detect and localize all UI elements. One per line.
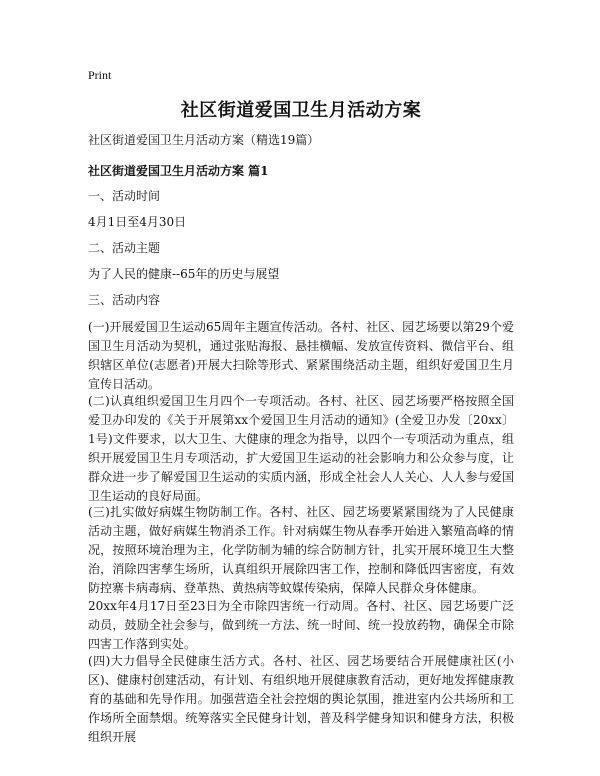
doc-subtitle: 社区街道爱国卫生月活动方案（精选19篇）: [88, 133, 320, 147]
paragraph-1: (一)开展爱国卫生运动65周年主题宣传活动。各村、社区、园艺场要以第29个爱国卫生月活动为契机，通过张贴海报、悬挂横幅、发放宣传资料、微信平台、组织辖区单位(志愿者)开展大扫除等形式、紧紧围绕活动主题，组织好爱国卫生月宣传日活动。: [88, 320, 514, 391]
paragraph-4: 20xx年4月17日至23日为全市除四害统一行动周。各村、社区、园艺场要广泛动员，鼓励全社会参与，做到统一方法、统一时间、统一投放药物，确保全市除四害工作落到实处。: [88, 599, 514, 651]
heading-activity-content: 三、活动内容: [88, 293, 161, 307]
activity-theme-text: 为了人民的健康--65年的历史与展望: [88, 267, 280, 281]
heading-activity-theme: 二、活动主题: [88, 241, 161, 255]
section-heading: 社区街道爱国卫生月活动方案 篇1: [88, 164, 269, 178]
paragraph-2: (二)认真组织爱国卫生月四个一专项活动。各村、社区、园艺场要严格按照全国爱卫办印发的《关于开展第xx个爱国卫生月活动的通知》(全爱卫办发〔20xx〕1号)文件要求，以大卫生、大健康的理念为指导，以四个一专项活动为重点，组织开展爱国卫生月专项活动，扩大爱国卫生运动的社会影响力和公众参与度，让群众进一步了解爱国卫生运动的实质内涵，形成全社会人人关心、人人参与爱国卫生运动的良好局面。: [88, 394, 514, 503]
activity-time-text: 4月1日至4月30日: [88, 215, 187, 229]
paragraph-3: (三)扎实做好病媒生物防制工作。各村、社区、园艺场要紧紧围绕为了人民健康活动主题，做好病媒生物消杀工作。针对病媒生物从春季开始进入繁殖高峰的情况，按照环境治理为主，化学防制为辅的综合防制方针，扎实开展环境卫生大整治，消除四害孳生场所，认真组织开展除四害工作，控制和降低四害密度，有效防控寨卡病毒病、登革热、黄热病等蚊媒传染病，保障人民群众身体健康。: [88, 505, 514, 595]
paragraph-5: (四)大力倡导全民健康生活方式。各村、社区、园艺场要结合开展健康社区(小区)、健康村创建活动，有计划、有组织地开展健康教育活动，更好地发挥健康教育的基础和先导作用。加强营造全社会控烟的舆论氛围，推进室内公共场所和工作场所全面禁烟。统筹落实全民健身计划，普及科学健身知识和健身方法，积极组织开展: [88, 654, 514, 744]
print-link[interactable]: Print: [88, 68, 112, 82]
page-title: 社区街道爱国卫生月活动方案: [180, 100, 422, 121]
heading-activity-time: 一、活动时间: [88, 189, 161, 203]
